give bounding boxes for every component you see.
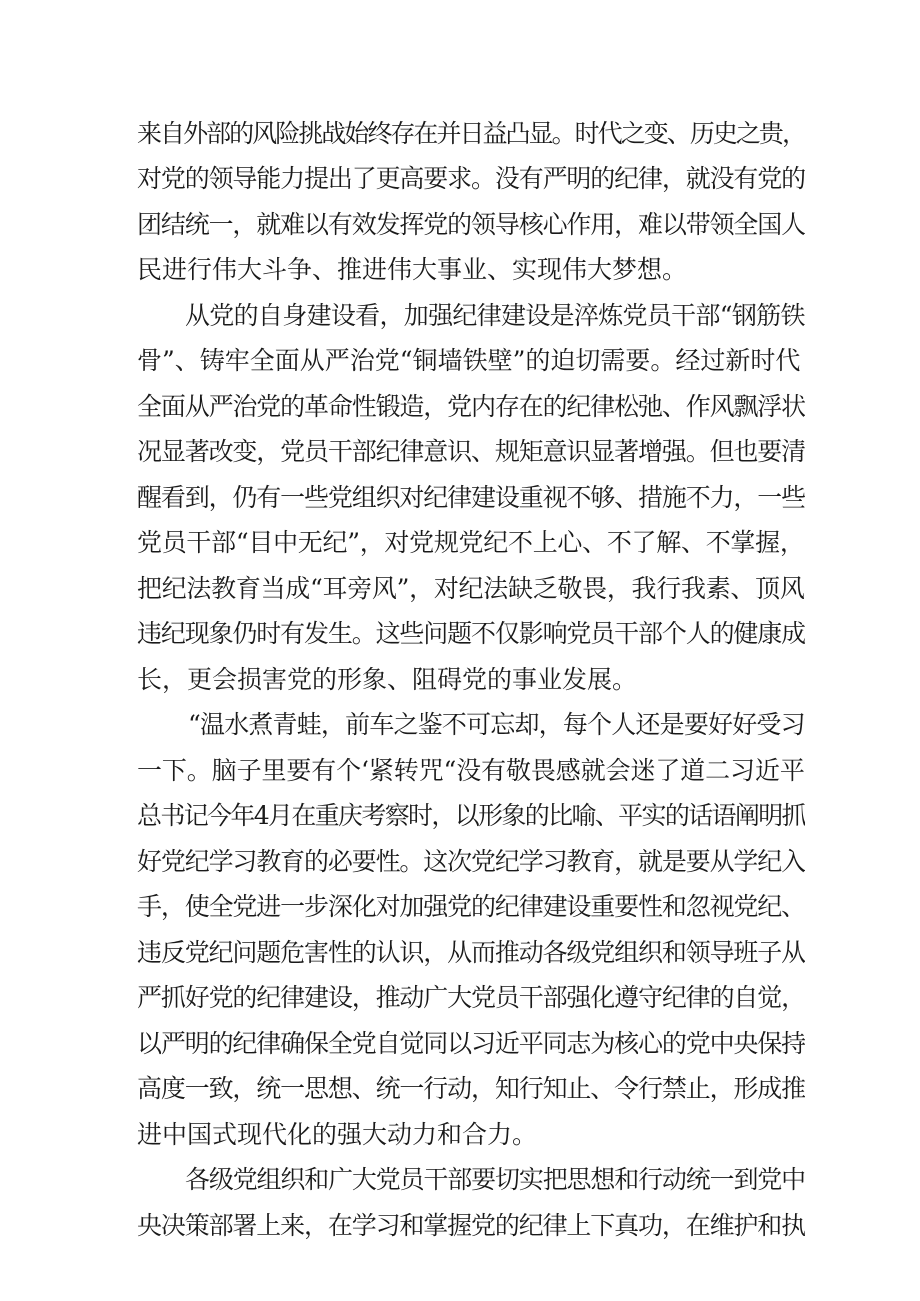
text-line: 好党纪学习教育的必要性。这次党纪学习教育，就是要从学纪入 <box>137 847 805 876</box>
text-line: 手，使全党进一步深化对加强党的纪律建设重要性和忽视党纪、 <box>137 892 805 921</box>
text-line: 严抓好党的纪律建设，推动广大党员干部强化遵守纪律的自觉， <box>137 983 805 1012</box>
text-line: 高度一致，统一思想、统一行动，知行知止、令行禁止，形成推 <box>137 1074 805 1103</box>
text-line: 全面从严治党的革命性锻造，党内存在的纪律松弛、作风飘浮状 <box>137 392 805 421</box>
text-line: 央决策部署上来，在学习和掌握党的纪律上下真功，在维护和执 <box>137 1211 805 1240</box>
text-line: 一下。脑子里要有个‘紧转咒“没有敬畏感就会迷了道二习近平 <box>137 756 805 785</box>
text-line: 民进行伟大斗争、推进伟大事业、实现伟大梦想。 <box>137 255 688 284</box>
text-line: 党员干部“目中无纪”，对党规党纪不上心、不了解、不掌握， <box>137 528 805 557</box>
text-line: 总书记今年4月在重庆考察时，以形象的比喻、平实的话语阐明抓 <box>137 801 805 830</box>
text-line: 况显著改变，党员干部纪律意识、规矩意识显著增强。但也要清 <box>137 437 805 466</box>
text-line: 团结统一，就难以有效发挥党的领导核心作用，难以带领全国人 <box>137 210 805 239</box>
text-line: 来自外部的风险挑战始终存在并日益凸显。时代之变、历史之贵， <box>137 119 805 148</box>
text-line: 对党的领导能力提出了更高要求。没有严明的纪律，就没有党的 <box>137 164 805 193</box>
text-line: 骨”、铸牢全面从严治党“铜墙铁壁”的迫切需要。经过新时代 <box>137 346 801 375</box>
text-line: 长，更会损害党的形象、阻碍党的事业发展。 <box>137 665 638 694</box>
text-line: 把纪法教育当成“耳旁风”，对纪法缺乏敬畏，我行我素、顶风 <box>137 574 805 603</box>
text-line: 从党的自身建设看，加强纪律建设是淬炼党员干部“钢筋铁 <box>185 301 805 330</box>
text-line: 各级党组织和广大党员干部要切实把思想和行动统一到党中 <box>185 1165 805 1194</box>
text-line: 进中国式现代化的强大动力和合力。 <box>137 1120 538 1149</box>
text-line: 违反党纪问题危害性的认识，从而推动各级党组织和领导班子从 <box>137 938 805 967</box>
text-line: 醒看到，仍有一些党组织对纪律建设重视不够、措施不力，一些 <box>137 483 805 512</box>
text-line: 违纪现象仍时有发生。这些问题不仅影响党员干部个人的健康成 <box>137 619 805 648</box>
text-line: “温水煮青蛙，前车之鉴不可忘却，每个人还是要好好受习 <box>188 710 805 739</box>
text-line: 以严明的纪律确保全党自觉同以习近平同志为核心的党中央保持 <box>137 1029 805 1058</box>
